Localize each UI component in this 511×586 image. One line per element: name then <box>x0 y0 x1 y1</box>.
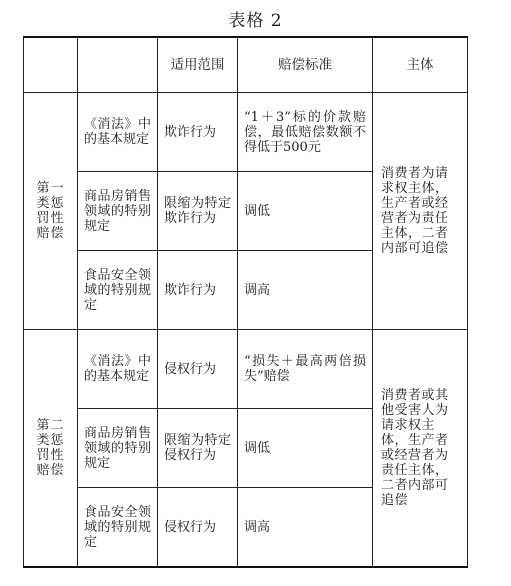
law-cell: 商品房销售领域的特别规定 <box>78 409 158 488</box>
header-standard: 赔偿标准 <box>238 37 373 93</box>
law-cell: 商品房销售领域的特别规定 <box>78 172 158 251</box>
scope-cell: 限缩为特定侵权行为 <box>158 409 238 488</box>
standard-cell: “1＋3”标的价款赔偿，最低赔偿数额不得低于500元 <box>238 93 373 172</box>
scope-cell: 侵权行为 <box>158 330 238 409</box>
subject-cell: 消费者或其他受害人为请求权主体，生产者或经营者为责任主体，二者内部可追偿 <box>373 330 468 568</box>
table-caption: 表格 2 <box>228 11 283 31</box>
law-cell: 《消法》中的基本规定 <box>78 330 158 409</box>
law-cell: 食品安全领域的特别规定 <box>78 488 158 568</box>
scope-cell: 欺诈行为 <box>158 93 238 172</box>
header-subject: 主体 <box>373 37 468 93</box>
table-row <box>24 93 468 172</box>
group-label: 第一类惩罚性赔偿 <box>24 93 78 330</box>
standard-cell: 调高 <box>238 488 373 568</box>
subject-cell: 消费者为请求权主体，生产者或经营者为责任主体，二者内部可追偿 <box>373 93 468 330</box>
law-cell: 食品安全领域的特别规定 <box>78 251 158 330</box>
header-row <box>24 37 468 93</box>
standard-cell: 调高 <box>238 251 373 330</box>
compensation-table <box>23 36 468 568</box>
header-cell <box>24 37 78 93</box>
standard-cell: 调低 <box>238 172 373 251</box>
group-label: 第二类惩罚性赔偿 <box>24 330 78 568</box>
standard-cell: 调低 <box>238 409 373 488</box>
table-row <box>24 330 468 409</box>
scope-cell: 限缩为特定欺诈行为 <box>158 172 238 251</box>
standard-cell: “损失＋最高两倍损失”赔偿 <box>238 330 373 409</box>
header-scope: 适用范围 <box>158 37 238 93</box>
header-cell <box>78 37 158 93</box>
scope-cell: 欺诈行为 <box>158 251 238 330</box>
scope-cell: 侵权行为 <box>158 488 238 568</box>
law-cell: 《消法》中的基本规定 <box>78 93 158 172</box>
